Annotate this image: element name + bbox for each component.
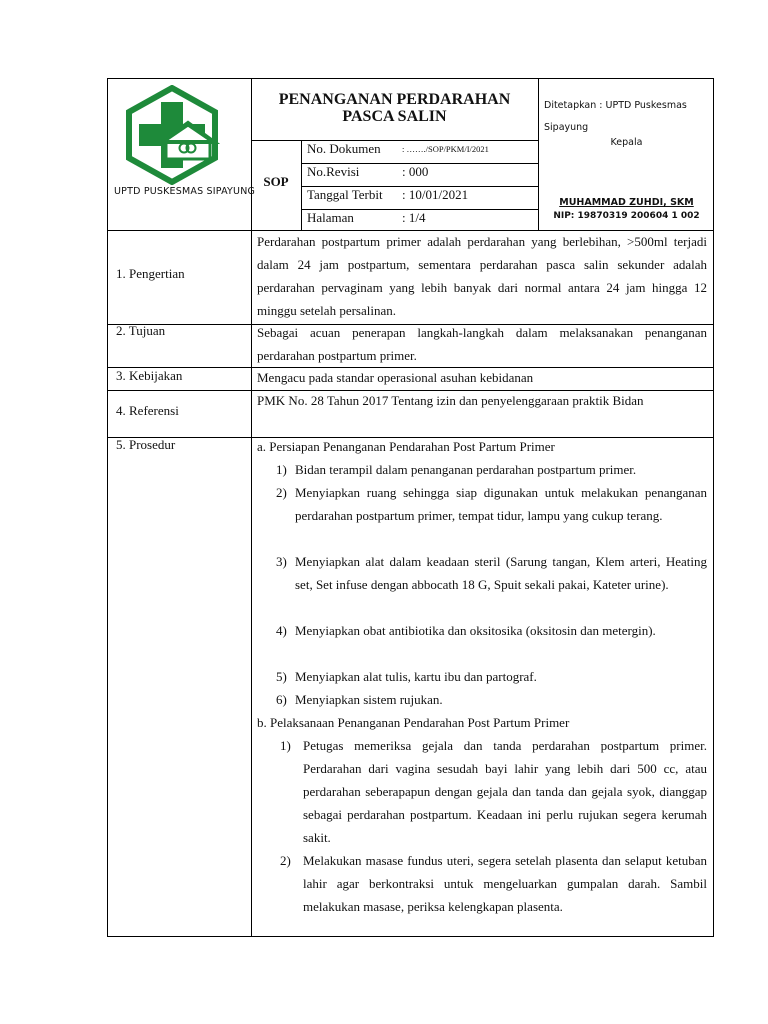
list-item-number: 1) <box>276 462 287 477</box>
prosedur-subheading-a: a. Persiapan Penanganan Pendarahan Post Partum Primer <box>257 439 555 454</box>
list-item: Menyiapkan alat tulis, kartu ibu dan partograf. <box>295 669 537 684</box>
organization-name: UPTD PUSKESMAS SIPAYUNG <box>114 186 256 197</box>
section-label-kebijakan: 3. Kebijakan <box>116 368 183 383</box>
list-item: Melakukan masase fundus uteri, segera setelah plasenta dan selaput ketuban lahir agar berkontraksi untuk mengeluarkan gumpalan darah. Sambil melakukan masase, periksa kelengkapan plasenta. <box>303 853 707 914</box>
section-label-referensi: 4. Referensi <box>116 403 179 418</box>
section-label-tujuan: 2. Tujuan <box>116 323 166 338</box>
list-item-number: 6) <box>276 692 287 707</box>
sop-label: SOP <box>263 174 289 189</box>
list-item-number: 2) <box>276 485 287 500</box>
list-item-number: 4) <box>276 623 287 638</box>
section-text-referensi: PMK No. 28 Tahun 2017 Tentang izin dan penyelenggaraan praktik Bidan <box>257 393 644 408</box>
list-item: Menyiapkan ruang sehingga siap digunakan untuk melakukan penanganan perdarahan postpartum primer, tempat tidur, lampu yang cukup terang. <box>295 485 707 523</box>
list-item: Menyiapkan sistem rujukan. <box>295 692 443 707</box>
puskesmas-logo <box>122 85 222 185</box>
section-text-kebijakan: Mengacu pada standar operasional asuhan kebidanan <box>257 370 534 385</box>
section-text-tujuan: Sebagai acuan penerapan langkah-langkah dalam melaksanakan penanganan perdarahan postpartum primer. <box>257 325 707 363</box>
list-item-number: 5) <box>276 669 287 684</box>
approver-name: MUHAMMAD ZUHDI, SKM <box>559 197 694 208</box>
list-item-number: 1) <box>280 738 291 753</box>
document-title: PENANGANAN PERDARAHAN PASCA SALIN <box>278 91 511 125</box>
list-item: Petugas memeriksa gejala dan tanda perdarahan postpartum primer. Perdarahan dari vagina sesudah bayi lahir yang lebih dari 500 cc, atau perdarahan seberapapun dengan gejala dan tanda dan gejala syok, dianggap sebagai perdarahan postpartum. Keadaan ini perlu rujukan segera kerumah sakit. <box>303 738 707 845</box>
section-label-pengertian: 1. Pengertian <box>116 266 185 281</box>
approval-statement: Ditetapkan : UPTD Puskesmas Sipayung <box>544 100 687 133</box>
approver-title: Kepala <box>610 137 643 148</box>
section-text-pengertian: Perdarahan postpartum primer adalah perdarahan yang berlebihan, >500ml terjadi dalam 24 jam postpartum, sementara perdarahan pasca salin sekunder adalah perdarahan pervaginam yang lebih banyak dari normal antara 24 jam hingga 12 minggu setelah persalinan. <box>257 234 707 318</box>
list-item: Menyiapkan alat dalam keadaan steril (Sarung tangan, Klem arteri, Heating set, Set infuse dengan abbocath 18 G, Spuit sekali pakai, Kateter urine). <box>295 554 707 592</box>
sop-header-table: UPTD PUSKESMAS SIPAYUNG PENANGANAN PERDARAHAN PASCA SALIN SOP No. Dokumen : ……./SOP/PKM/I/2021 No.Revisi : 000 Tanggal Terbit : 10/01/2021 Halaman : 1/4 Ditetapkan : UPTD Puskesmas Sipayung Kepala MUHAMMAD ZUHDI, SKM NIP: 19870319 200604 1 002 <box>107 78 714 231</box>
section-label-prosedur: 5. Prosedur <box>116 437 176 452</box>
list-item: Bidan terampil dalam penanganan perdarahan postpartum primer. <box>295 462 637 477</box>
list-item-number: 3) <box>276 554 287 569</box>
list-item: Menyiapkan obat antibiotika dan oksitosika (oksitosin dan metergin). <box>295 623 656 638</box>
list-item-number: 2) <box>280 853 291 868</box>
sop-content-table <box>107 231 714 937</box>
approver-nip: NIP: 19870319 200604 1 002 <box>553 211 700 221</box>
prosedur-subheading-b: b. Pelaksanaan Penanganan Pendarahan Post Partum Primer <box>257 715 570 730</box>
